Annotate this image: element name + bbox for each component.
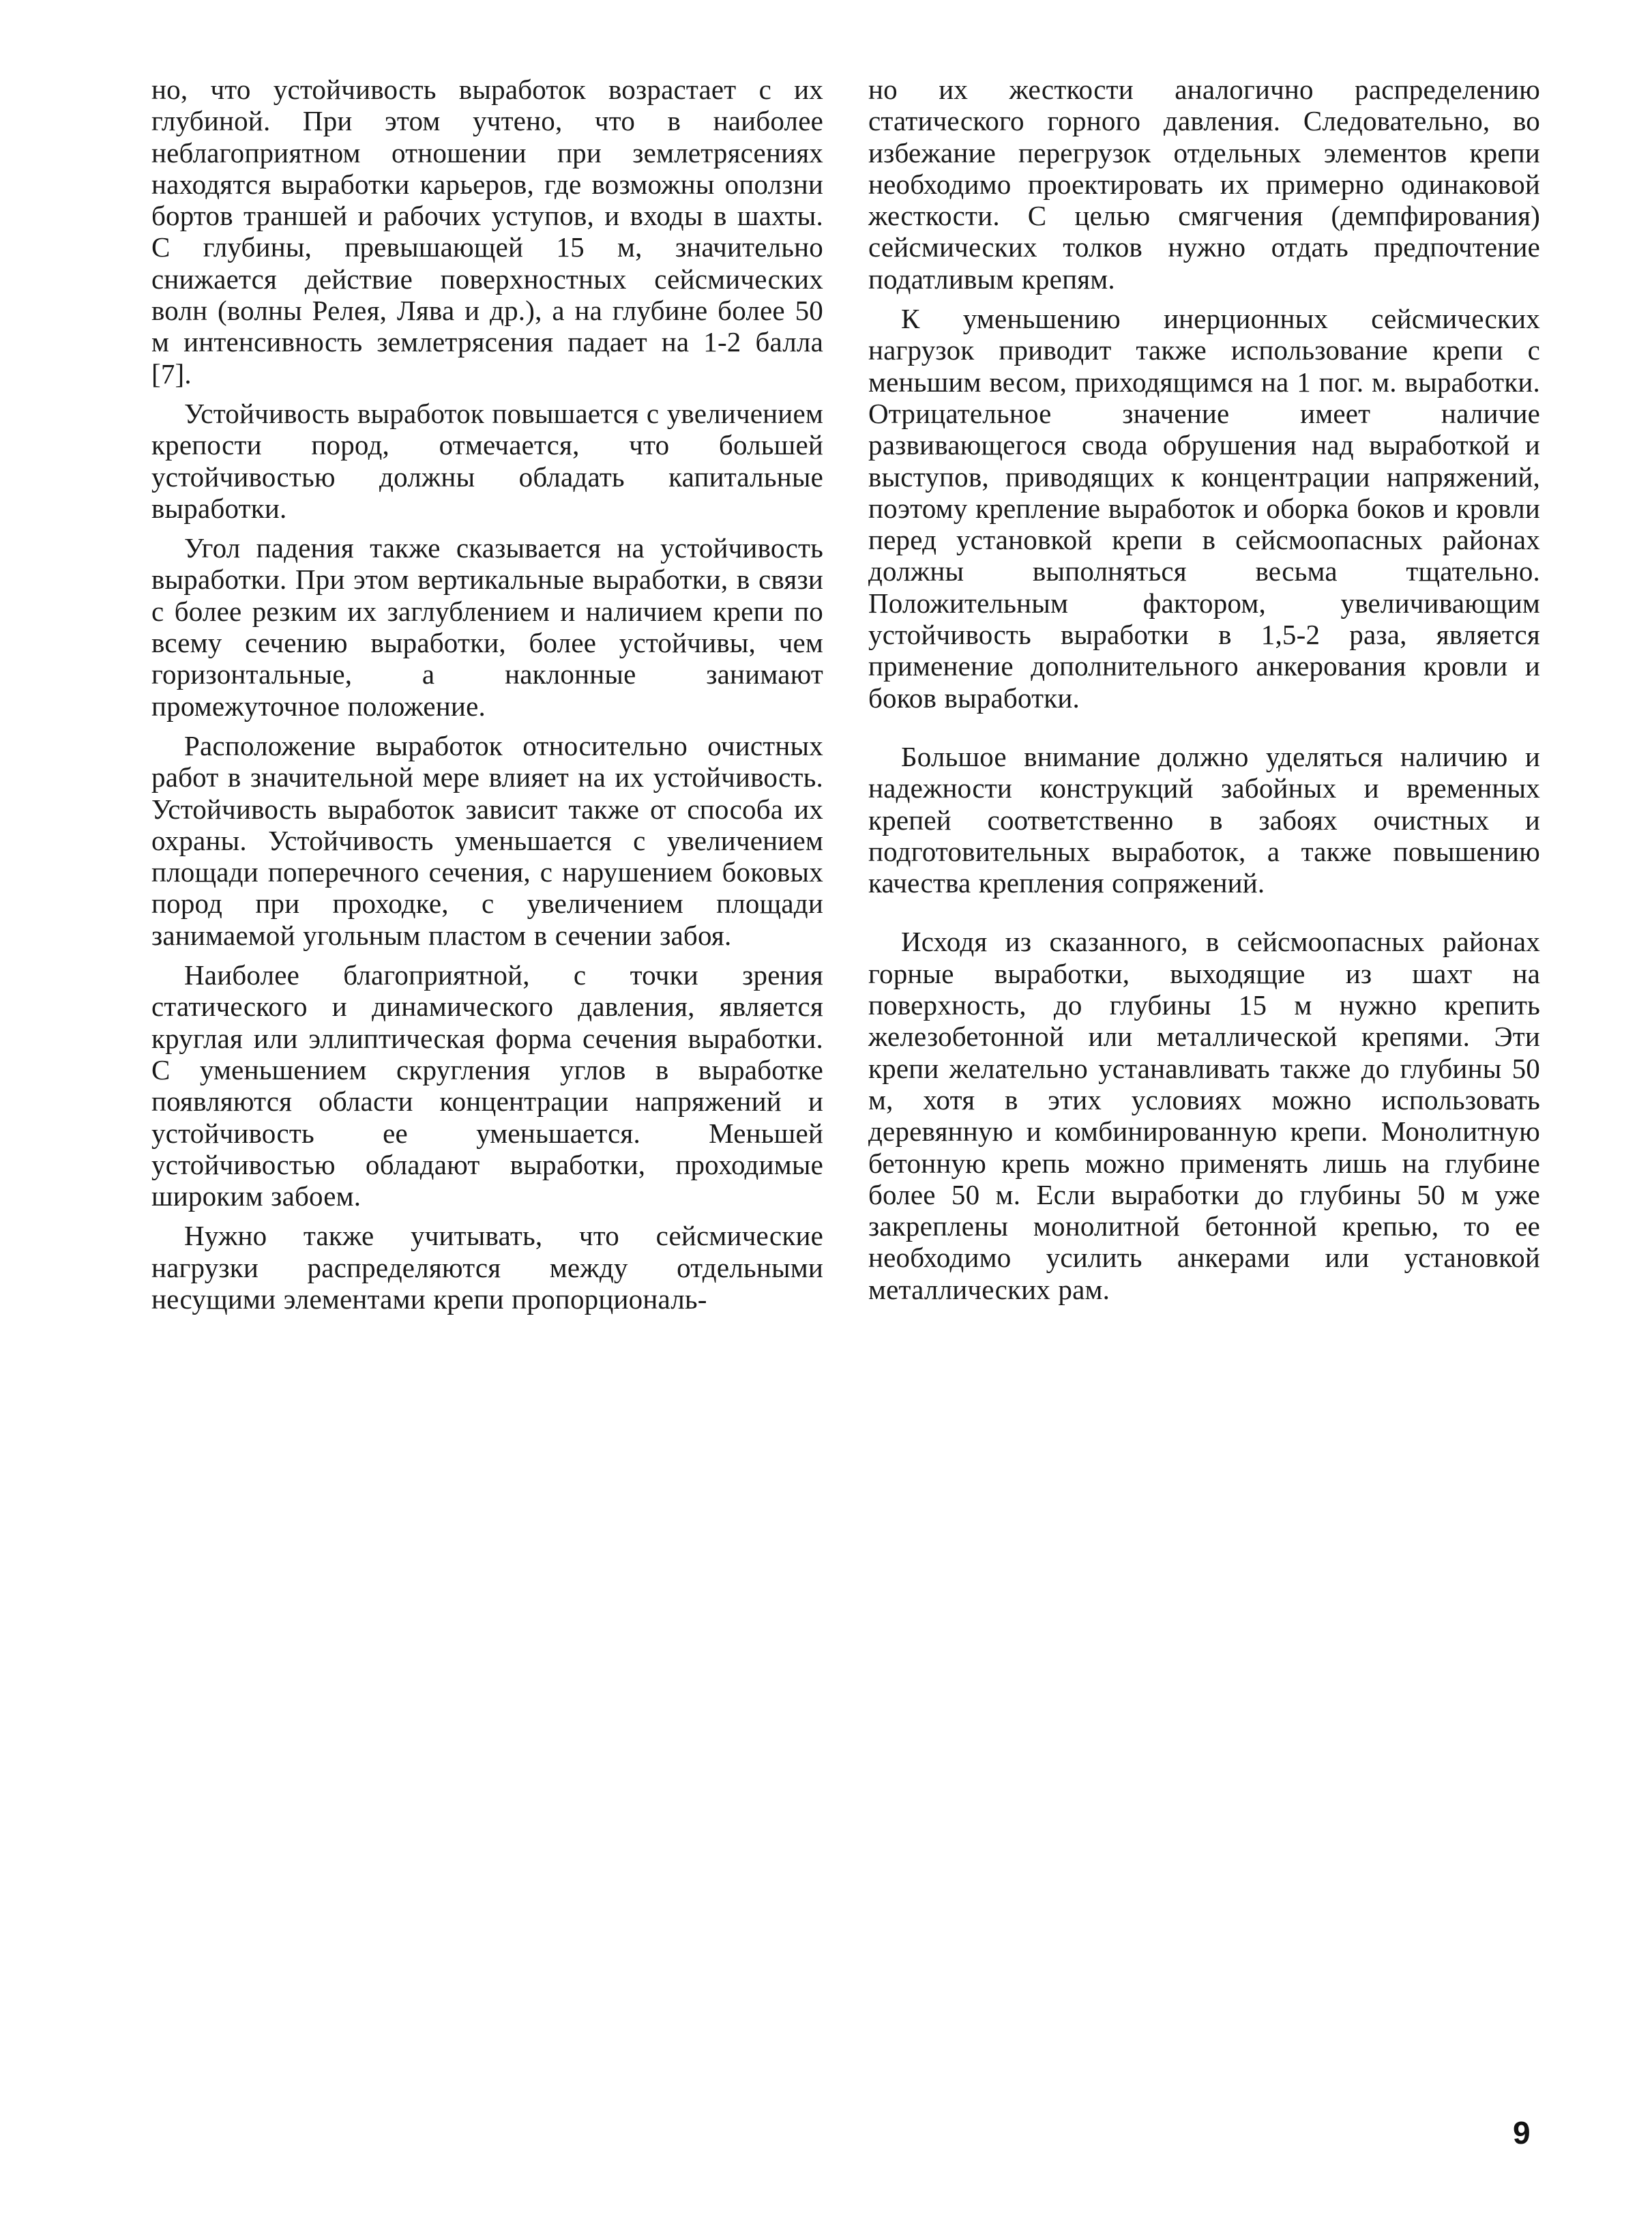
paragraph-dip-angle: Угол падения также сказывается на устойчивость выработки. При этом вертикальные выработки, в связи с более резким их заглублением и наличием крепи по всему сечению выработки, более устойчивы, чем горизонтальные, а наклонные занимают промежуточное положение. (151, 532, 823, 722)
paragraph-section-shape: Наиболее благоприятной, с точки зрения статического и динамического давления, является круглая или эллиптическая форма сечения выработки. С уменьшением скругления углов в выработке появляются области концентрации напряжений и устойчивость ее уменьшается. Меньшей устойчивостью обладают выработки, проходимые широким забоем. (151, 959, 823, 1212)
paragraph-rock-strength: Устойчивость выработок повышается с увеличением крепости пород, отмечается, что большей устойчивостью должны обладать капитальные выработки. (151, 397, 823, 524)
paragraph-face-supports: Большое внимание должно уделяться наличию и надежности конструкций забойных и временных крепей соответственно в забоях очистных и подготовительных выработок, а также повышению качества крепления сопряжений. (868, 740, 1540, 899)
left-text-column (151, 74, 823, 1323)
paragraph-working-location: Расположение выработок относительно очистных работ в значительной мере влияет на их устойчивость. Устойчивость выработок зависит также от способа их охраны. Устойчивость уменьшается с увеличением площади поперечного сечения, с нарушением боковых пород при проходке, с увеличением площади занимаемой угольным пластом в сечении забоя. (151, 729, 823, 951)
paragraph-support-stiffness: но их жесткости аналогично распределению статического горного давления. Следовательно, во избежание перегрузок отдельных элементов крепи необходимо проектировать их примерно одинаковой жесткости. С целью смягчения (демпфирования) сейсмических толков нужно отдать предпочтение податливым крепям. (868, 74, 1540, 295)
page-number: 9 (1513, 2115, 1531, 2151)
paragraph-depth-stability: но, что устойчивость выработок возрастает с их глубиной. При этом учтено, что в наиболее неблагоприятном отношении при землетрясениях находятся выработки карьеров, где возможны оползни бортов траншей и рабочих уступов, и входы в шахты. С глубины, превышающей 15 м, значительно снижается действие поверхностных сейсмических волн (волны Релея, Лява и др.), а на глубине более 50 м интенсивность землетрясения падает на 1-2 балла [7]. (151, 74, 823, 390)
paragraph-seismic-loads: Нужно также учитывать, что сейсмические нагрузки распределяются между отдельными несущими элементами крепи пропорциональ- (151, 1220, 823, 1315)
right-text-column (868, 74, 1540, 1313)
paragraph-inertial-loads: К уменьшению инерционных сейсмических нагрузок приводит также использование крепи с меньшим весом, приходящимся на 1 пог. м. выработки. Отрицательное значение имеет наличие развивающегося свода обрушения над выработкой и выступов, приводящих к концентрации напряжений, поэтому крепление выработок и оборка боков и кровли перед установкой крепи в сейсмоопасных районах должны выполняться весьма тщательно. Положительным фактором, увеличивающим устойчивость выработки в 1,5-2 раза, является применение дополнительного анкерования кровли и боков выработки. (868, 303, 1540, 714)
paragraph-conclusion: Исходя из сказанного, в сейсмоопасных районах горные выработки, выходящие из шахт на поверхность, до глубины 15 м нужно крепить железобетонной или металлической крепями. Эти крепи желательно устанавливать также до глубины 50 м, хотя в этих условиях можно использовать деревянную и комбинированную крепи. Монолитную бетонную крепь можно применять лишь на глубине более 50 м. Если выработки до глубины 50 м уже закреплены монолитной бетонной крепью, то ее необходимо усилить анкерами или установкой металлических рам. (868, 926, 1540, 1305)
